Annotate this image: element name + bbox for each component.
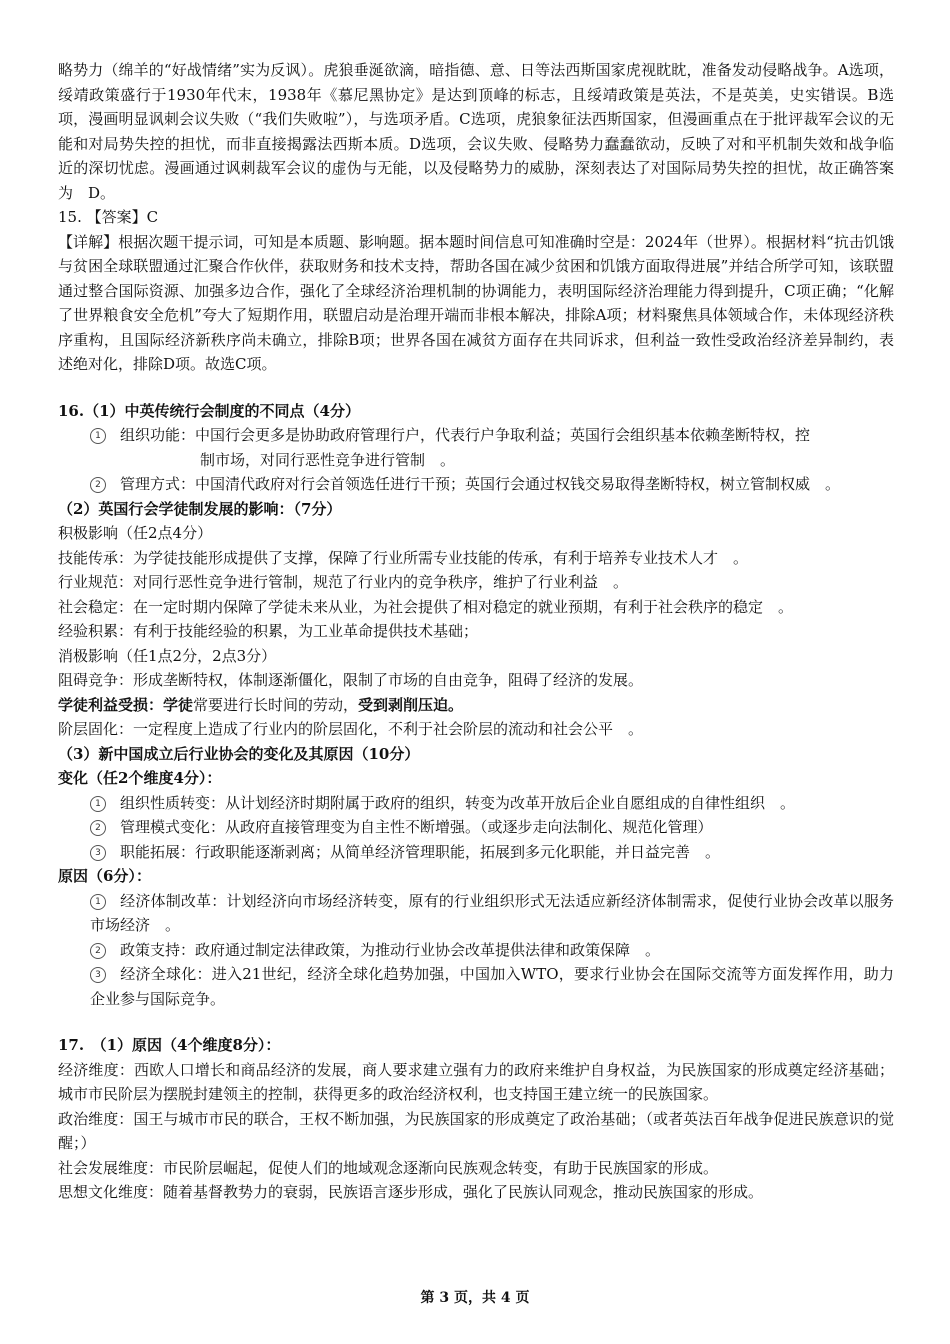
reason-title: 原因（6分）： — [58, 867, 151, 885]
change-title: 变化（任2个维度4分）： — [58, 769, 222, 787]
q15-detail: 【详解】根据次题干提示词，可知是本质题、影响题。据本题时间信息可知准确时空是：2024年（世界）。根据材料“抗击饥饿与贫困全球联盟通过汇聚合作伙伴，获取财务和技术支持，帮助各国在减少贫困和饥饿方面取得进展”并结合所学可知，该联盟通过整合国际资源、加强多边合作，强化了全球经济治理机制的协调能力，表明国际经济治理能力得到提升，C项正确；“化解了世界粮食安全危机”夸大了短期作用，联盟启动是治理开端而非根本解决，排除A项；材料聚焦具体领域合作，未体现经济秩序重构，且国际经济新秩序尚未确立，排除B项；世界各国在减贫方面存在共同诉求，但利益一致性受政治经济差异制约，表述绝对化，排除D项。故选C项。 — [58, 232, 894, 373]
q16-part3-title: （3）新中国成立后行业协会的变化及其原因（10分） — [58, 744, 420, 763]
page-footer: 第 3 页，共 4 页 — [420, 1290, 530, 1306]
change-item: 3 职能拓展：行政职能逐渐剥离；从简单经济管理职能，拓展到多元化职能，并日益完善 。 — [58, 840, 894, 865]
q17-item: 政治维度：国王与城市市民的联合，王权不断加强，为民族国家的形成奠定了政治基础；（或者英法百年战争促进民族意识的觉醒；） — [58, 1109, 894, 1152]
circled-number: 2 — [90, 820, 106, 836]
q16-part2-title: （2）英国行会学徒制发展的影响：（7分） — [58, 499, 342, 518]
negative-impact-title: 消极影响（任1点2分，2点3分） — [58, 646, 277, 665]
q17-title: 17. （1）原因（4个维度8分）： — [58, 1036, 281, 1054]
circled-number: 1 — [90, 428, 106, 444]
q17-item: 社会发展维度：市民阶层崛起，促使人们的地域观念逐渐向民族观念转变，有助于民族国家的形成。 — [58, 1158, 719, 1177]
reason-item: 3 经济全球化：进入21世纪，经济全球化趋势加强，中国加入WTO，要求行业协会在国际交流等方面发挥作用，助力企业参与国际竞争。 — [90, 965, 894, 1008]
q17-item: 经济维度：西欧人口增长和商品经济的发展，商人要求建立强有力的政府来维护自身权益，为民族国家的形成奠定经济基础；城市市民阶层为摆脱封建领主的控制，获得更多的政治经济权利，也支持国王建立统一的民族国家。 — [58, 1060, 894, 1103]
positive-item: 经验积累：有利于技能经验的积累，为工业革命提供技术基础； — [58, 622, 479, 640]
negative-item: 阶层固化：一定程度上造成了行业内的阶层固化，不利于社会阶层的流动和社会公平 。 — [58, 720, 644, 738]
circled-number: 3 — [90, 967, 106, 983]
positive-item: 社会稳定：在一定时期内保障了学徒未来从业，为社会提供了相对稳定的就业预期，有利于社会秩序的稳定 。 — [58, 597, 794, 616]
change-item: 1 组织性质转变：从计划经济时期附属于政府的组织，转变为改革开放后企业自愿组成的自律性组织 。 — [58, 791, 894, 816]
circled-number: 2 — [90, 477, 106, 493]
page-content — [58, 58, 894, 1205]
negative-item: 阻碍竞争：形成垄断特权，体制逐渐僵化，限制了市场的自由竞争，阻碍了经济的发展。 — [58, 671, 644, 689]
positive-item: 行业规范：对同行恶性竞争进行管制，规范了行业内的竞争秩序，维护了行业利益 。 — [58, 573, 629, 591]
circled-number: 2 — [90, 943, 106, 959]
negative-item: 学徒利益受损：学徒常要进行长时间的劳动，受到剥削压迫。 — [58, 695, 464, 714]
circled-number: 1 — [90, 894, 106, 910]
q16-part1-title: 16.（1）中英传统行会制度的不同点（4分） — [58, 401, 360, 420]
q17-item: 思想文化维度：随着基督教势力的衰弱，民族语言逐步形成，强化了民族认同观念，推动民族国家的形成。 — [58, 1183, 764, 1201]
circled-number: 1 — [90, 796, 106, 812]
positive-item: 技能传承：为学徒技能形成提供了支撑，保障了行业所需专业技能的传承，有利于培养专业技术人才 。 — [58, 548, 749, 567]
change-item: 2 管理模式变化：从政府直接管理变为自主性不断增强。（或逐步走向法制化、规范化管理） — [58, 815, 894, 840]
q15-answer: 15. 【答案】C — [58, 208, 159, 226]
q16-point-2: 2 管理方式：中国清代政府对行会首领选任进行干预；英国行会通过权钱交易取得垄断特权，树立管制权威 。 — [58, 472, 894, 497]
q16-point-1: 1 组织功能：中国行会更多是协助政府管理行户，代表行户争取利益；英国行会组织基本依赖垄断特权，控 — [58, 423, 894, 448]
reason-item: 2 政策支持：政府通过制定法律政策，为推动行业协会改革提供法律和政策保障 。 — [58, 938, 894, 963]
positive-impact-title: 积极影响（任2点4分） — [58, 524, 213, 542]
q16-point-1-cont: 制市场，对同行恶性竞争进行管制 。 — [200, 450, 456, 469]
circled-number: 3 — [90, 845, 106, 861]
q14-explanation-tail: 略势力（绵羊的“好战情绪”实为反讽）。虎狼垂涎欲滴，暗指德、意、日等法西斯国家虎视眈眈，准备发动侵略战争。A选项，绥靖政策盛行于1930年代末，1938年《慕尼黑协定》是达到顶峰的标志，且绥靖政策是英法，不是英美，史实错误。B选项，漫画明显讽刺会议失败（“我们失败啦”），与选项矛盾。C选项，虎狼象征法西斯国家，但漫画重点在于批评裁军会议的无能和对局势失控的担忧，而非直接揭露法西斯本质。D选项，会议失败、侵略势力蠢蠢欲动，反映了对和平机制失效和战争临近的深切忧虑。漫画通过讽刺裁军会议的虚伪与无能，以及侵略势力的威胁，深刻表达了对国际局势失控的担忧，故正确答案为 D。 — [58, 61, 894, 202]
reason-item: 1 经济体制改革：计划经济向市场经济转变，原有的行业组织形式无法适应新经济体制需求，促使行业协会改革以服务市场经济 。 — [90, 891, 894, 934]
